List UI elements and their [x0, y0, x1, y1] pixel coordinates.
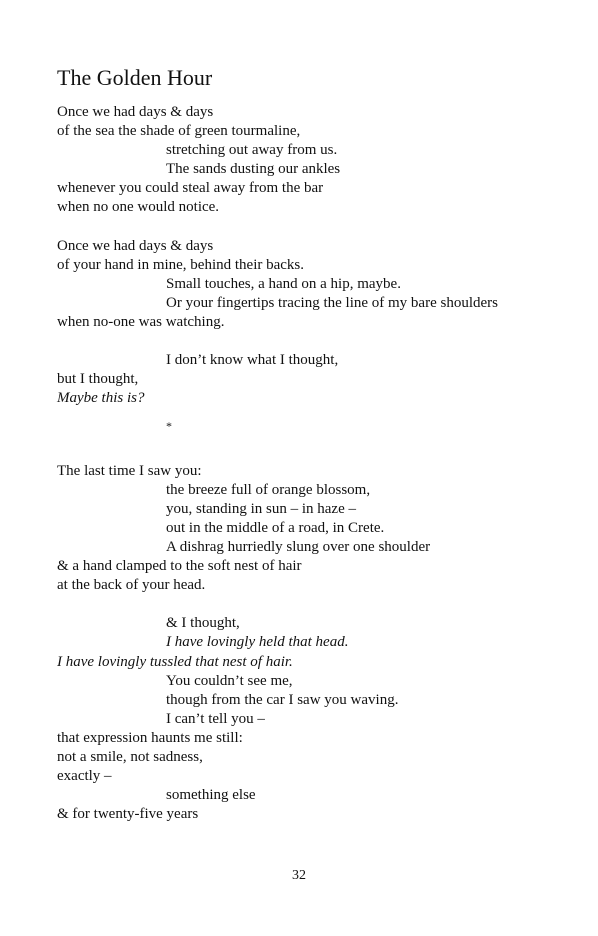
poem-line: you, standing in sun – in haze – — [166, 500, 356, 517]
poem-title: The Golden Hour — [57, 65, 213, 90]
poem-line: Once we had days & days — [57, 104, 214, 120]
poem-line: A dishrag hurriedly slung over one shoulder — [166, 538, 431, 555]
poem-line: whenever you could steal away from the bar — [57, 180, 324, 197]
stanza-break — [57, 332, 498, 351]
stanza-break — [57, 443, 498, 462]
poem-line: but I thought, — [57, 371, 139, 388]
poem-line: You couldn’t see me, — [166, 672, 293, 689]
poem-line: I have lovingly tussled that nest of hair. — [57, 653, 293, 670]
stanza-break — [57, 595, 498, 614]
poem-line: Or your fingertips tracing the line of my bare shoulders — [166, 294, 498, 311]
page-number: 32 — [292, 868, 306, 883]
poem-body — [57, 103, 498, 824]
poem-line: that expression haunts me still: — [57, 729, 243, 746]
poem-line: out in the middle of a road, in Crete. — [166, 519, 385, 536]
poem-line: The sands dusting our ankles — [166, 161, 341, 178]
poem-line: at the back of your head. — [57, 577, 206, 594]
poem-line: stretching out away from us. — [166, 142, 338, 159]
poem-line: The last time I saw you: — [57, 462, 202, 479]
poem-line: not a smile, not sadness, — [57, 749, 203, 765]
poem-line: I can’t tell you – — [166, 710, 265, 727]
poem-line: Small touches, a hand on a hip, maybe. — [166, 275, 401, 292]
poem-line: of your hand in mine, behind their backs. — [57, 256, 305, 273]
poem-line: when no-one was watching. — [57, 314, 225, 331]
poem-line: exactly – — [57, 768, 112, 785]
poem-line: I don’t know what I thought, — [166, 352, 339, 369]
poem-line: & for twenty-five years — [57, 806, 199, 823]
poem-line: the breeze full of orange blossom, — [166, 481, 371, 498]
poem-line: & I thought, — [166, 615, 240, 632]
poem-line: I have lovingly held that head. — [166, 634, 349, 651]
poem-line: & a hand clamped to the soft nest of hair — [57, 558, 302, 575]
poem-line: something else — [166, 787, 256, 804]
poem-line: of the sea the shade of green tourmaline, — [57, 123, 301, 140]
poem-line: Once we had days & days — [57, 237, 214, 254]
section-separator: * — [166, 418, 172, 433]
poem-line: though from the car I saw you waving. — [166, 691, 399, 708]
poem-line: Maybe this is? — [57, 390, 145, 407]
stanza-break — [57, 218, 498, 237]
poem-line: when no one would notice. — [57, 199, 220, 216]
